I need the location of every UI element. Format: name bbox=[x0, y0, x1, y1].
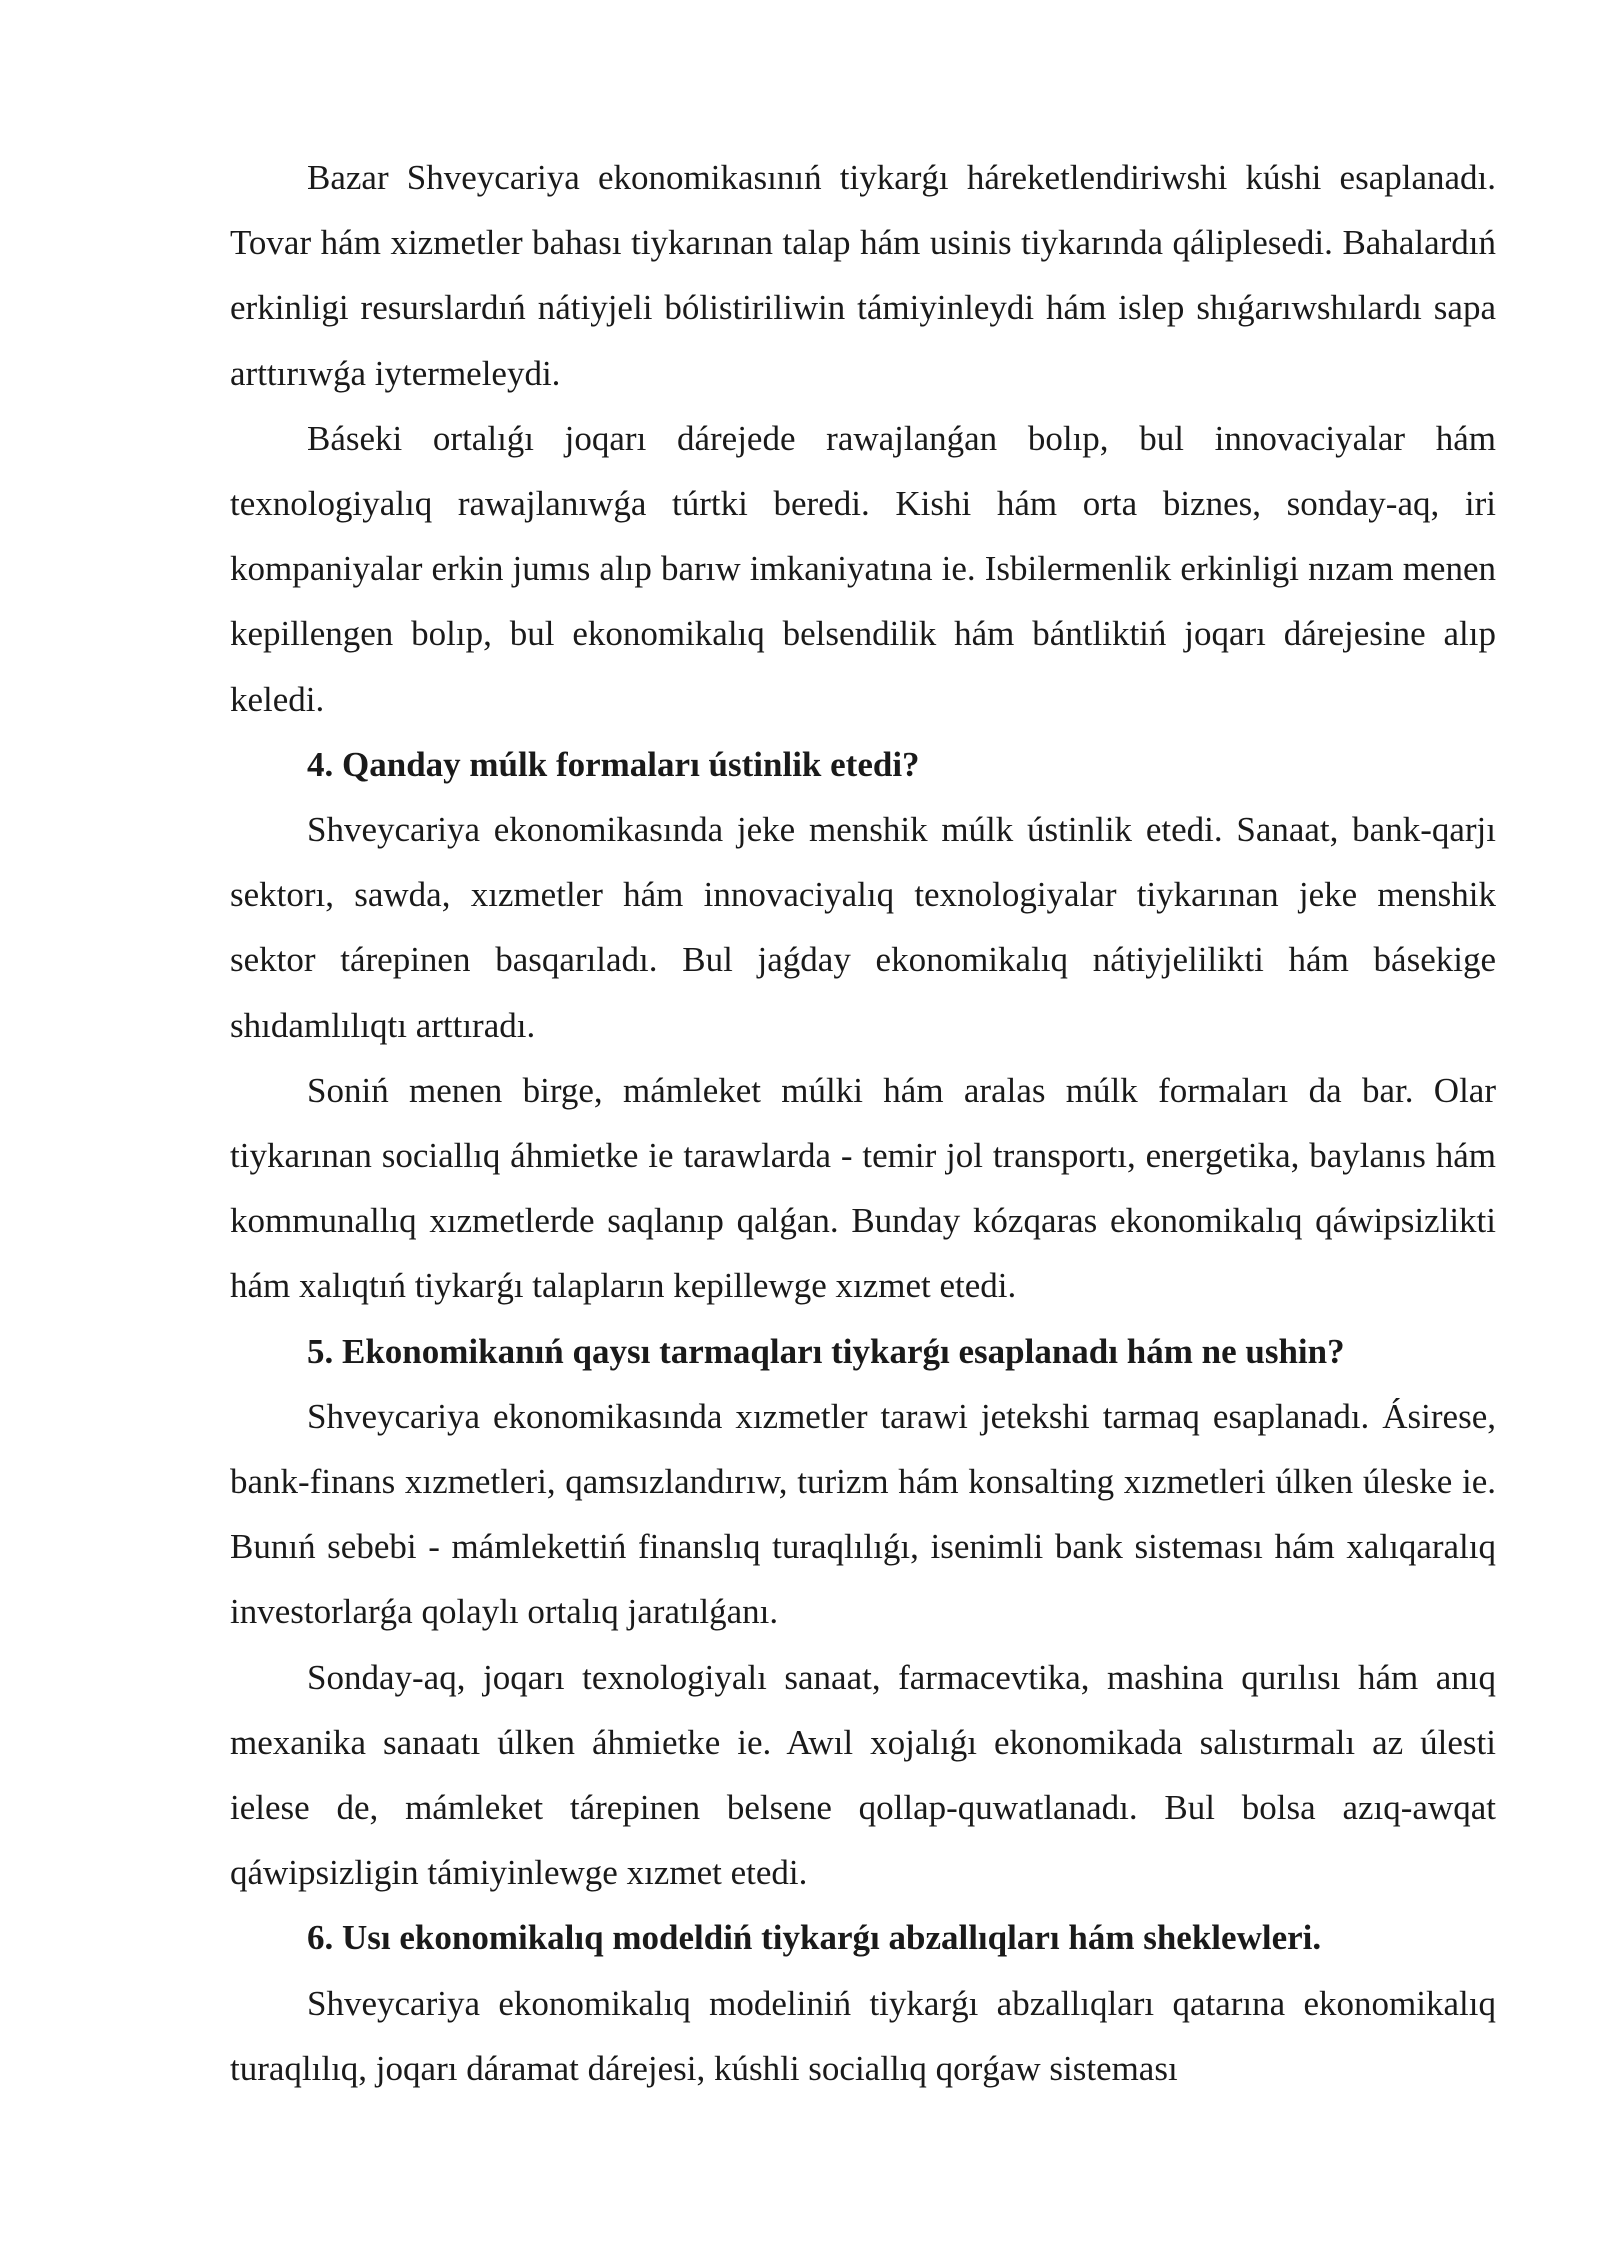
paragraph-advantages: Shveycariya ekonomikalıq modeliniń tiykarǵı abzallıqları qatarına ekonomikalıq turaqlılıq, joqarı dáramat dárejesi, kúshli sociallıq qorǵaw sisteması bbox=[230, 1983, 1496, 2088]
heading-property-forms: 4. Qanday múlk formaları ústinlik etedi? bbox=[307, 744, 920, 784]
paragraph-market-economy: Bazar Shveycariya ekonomikasınıń tiykarǵı háreketlendiriwshi kúshi esaplanadı. Tovar hám xizmetler bahası tiykarınan talap hám usinis tiykarında qáliplesedi. Bahalardıń erkinligi resurslardıń nátiyjeli bólistiriliwin támiyinleydi hám islep shıǵarıwshılardı sapa arttırıwǵa iytermeleydi. bbox=[230, 158, 1496, 393]
heading-main-sectors: 5. Ekonomikanıń qaysı tarmaqları tiykarǵı esaplanadı hám ne ushin? bbox=[307, 1331, 1345, 1371]
paragraph-industry-sector: Sonday-aq, joqarı texnologiyalı sanaat, farmacevtika, mashina qurılısı hám anıq mexanika sanaatı úlken áhmietke ie. Awıl xojalıǵı ekonomikada salıstırmalı az úlesti ielese de, mámleket tárepinen belsene qollap-quwatlanadı. Bul bolsa azıq-awqat qáwipsizligin támiyinlewge xızmet etedi. bbox=[230, 1657, 1496, 1893]
paragraph-services-sector: Shveycariya ekonomikasında xızmetler tarawi jetekshi tarmaq esaplanadı. Ásirese, bank-finans xızmetleri, qamsızlandırıw, turizm hám konsalting xızmetleri úlken úleske ie. Bunıń sebebi - mámlekettiń finanslıq turaqlılıǵı, isenimli bank sisteması hám xalıqaralıq investorlarǵa qolaylı ortalıq jaratılǵanı. bbox=[230, 1396, 1496, 1632]
paragraph-private-property: Shveycariya ekonomikasında jeke menshik múlk ústinlik etedi. Sanaat, bank-qarjı sektorı, sawda, xızmetler hám innovaciyalıq texnologiyalar tiykarınan jeke menshik sektor tárepinen basqarıladı. Bul jaǵday ekonomikalıq nátiyjelilikti hám básekige shıdamlılıqtı arttıradı. bbox=[230, 810, 1496, 1045]
heading-advantages-limits: 6. Usı ekonomikalıq modeldiń tiykarǵı abzallıqları hám sheklewleri. bbox=[307, 1918, 1322, 1958]
paragraph-state-property: Soniń menen birge, mámleket múlki hám aralas múlk formaları da bar. Olar tiykarınan sociallıq áhmietke ie tarawlarda - temir jol transportı, energetika, baylanıs hám kommunallıq xızmetlerde saqlanıp qalǵan. Bunday kózqaras ekonomikalıq qáwipsizlikti hám xalıqtıń tiykarǵı talapların kepillewge xızmet etedi. bbox=[230, 1070, 1496, 1306]
paragraph-competition: Báseki ortalıǵı joqarı dárejede rawajlanǵan bolıp, bul innovaciyalar hám texnologiyalıq rawajlanıwǵa túrtki beredi. Kishi hám orta biznes, sonday-aq, iri kompaniyalar erkin jumıs alıp barıw imkaniyatına ie. Isbilermenlik erkinligi nızam menen kepillengen bolıp, bul ekonomikalıq belsendilik hám bántliktiń joqarı dárejesine alıp keledi. bbox=[230, 418, 1496, 719]
document-page bbox=[230, 145, 1496, 2101]
